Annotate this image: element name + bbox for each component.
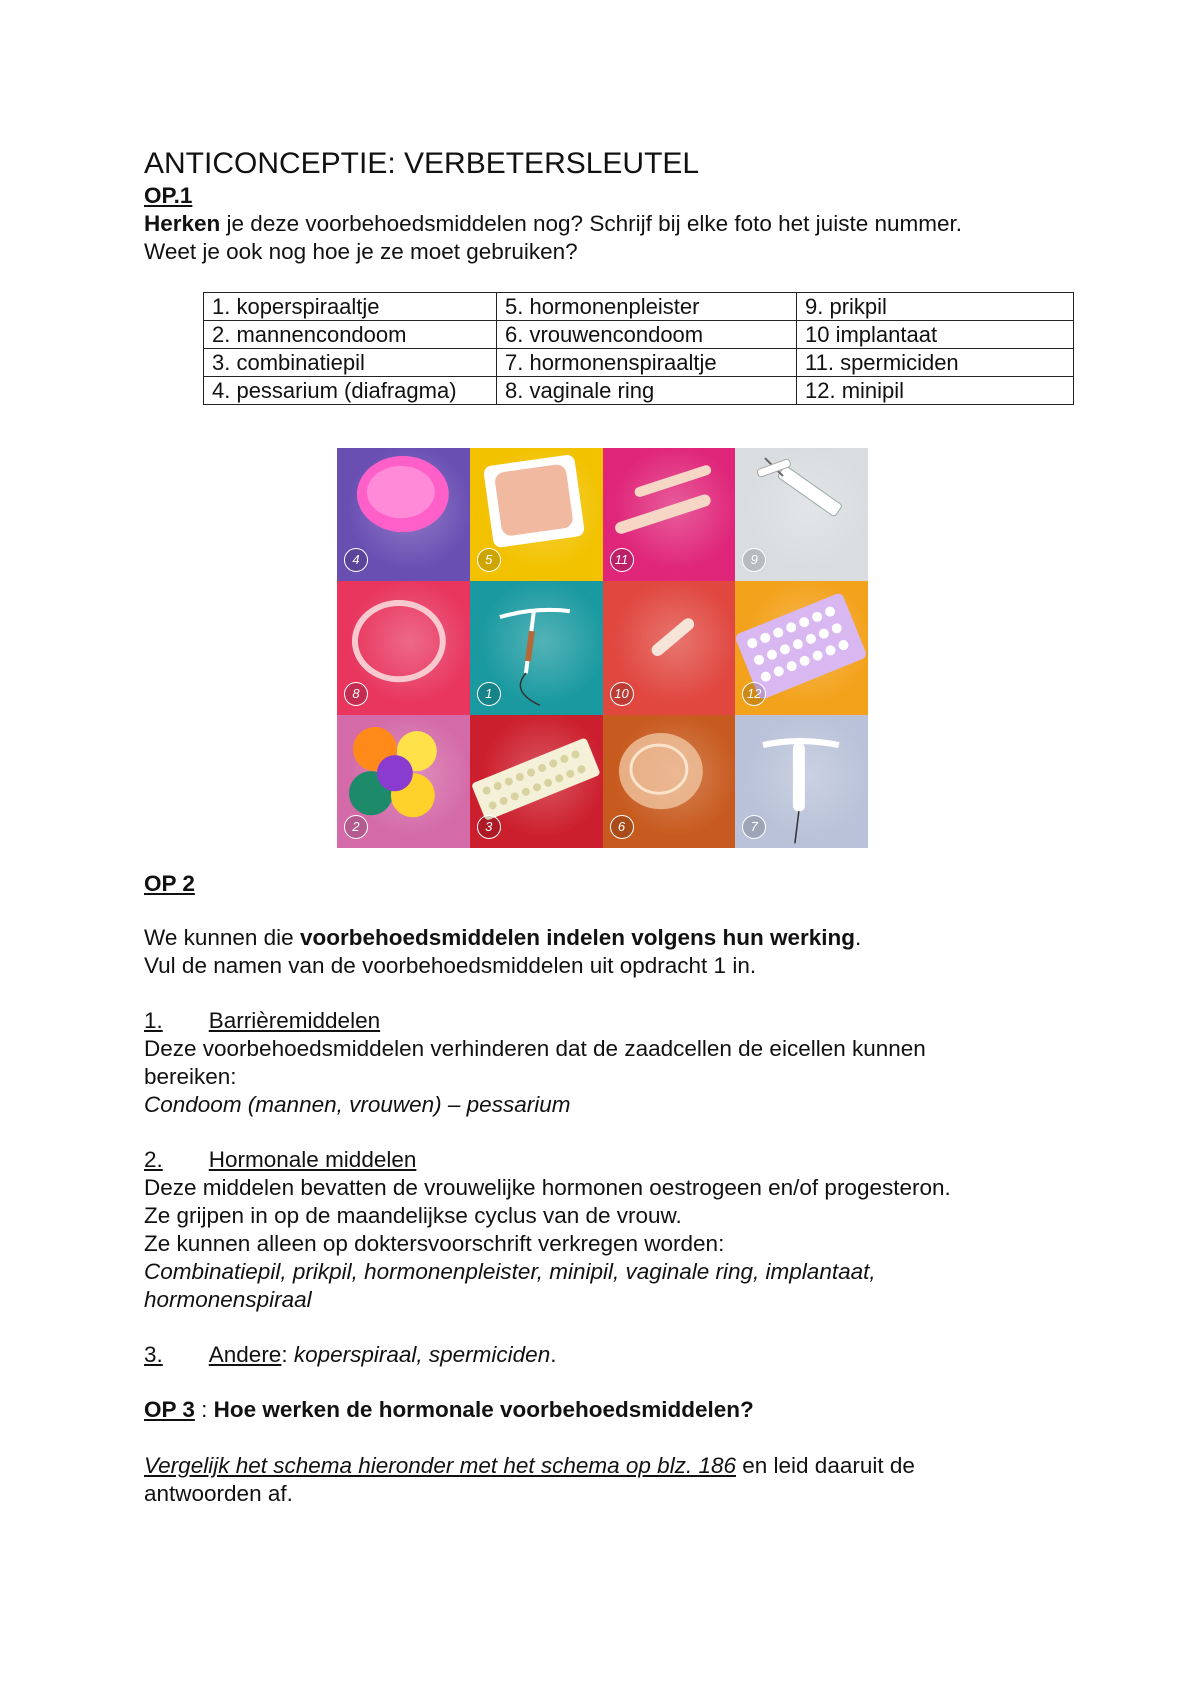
section3-period: . [550,1342,557,1367]
op3-instruction-line2: antwoorden af. [144,1481,293,1506]
photo-number-badge: 5 [477,548,501,572]
key-table-cell: 6. vrouwencondoom [497,321,797,349]
photo-number-badge: 12 [742,682,766,706]
section1-desc2: bereiken: [144,1064,237,1089]
section2-desc3: Ze kunnen alleen op doktersvoorschrift verkregen worden: [144,1231,725,1256]
photo-tile [470,581,603,714]
photo-tile [337,448,470,581]
photo-number-badge: 4 [344,548,368,572]
section3-number: 3. [144,1342,163,1367]
photo-tile [470,448,603,581]
section2-number: 2. [144,1147,163,1172]
key-table-cell: 8. vaginale ring [497,377,797,405]
photo-tile [735,715,868,848]
photo-number-badge: 7 [742,815,766,839]
photo-number-badge: 8 [344,682,368,706]
op3-heading: OP 3 [144,1397,195,1422]
op1-instruction-bold: Herken [144,211,221,236]
section1-number: 1. [144,1008,163,1033]
section2-title: Hormonale middelen [208,1147,417,1172]
photo-tile [337,581,470,714]
key-table-row [204,349,1074,377]
op2-heading: OP 2 [144,871,195,896]
op3-heading-line [144,1396,754,1424]
op3-instruction-link[interactable]: Vergelijk het schema hieronder met het schema op blz. 186 [144,1453,736,1478]
op3-separator: : [194,1397,214,1422]
contraceptive-key-table [203,292,1074,405]
section1-title: Barrièremiddelen [208,1008,381,1033]
key-table-cell: 11. spermiciden [797,349,1074,377]
section3-title: Andere [208,1342,282,1367]
op1-heading: OP.1 [144,183,193,208]
photo-tile [603,581,736,714]
op3-instruction-line1 [144,1452,915,1480]
op2-instruction: Vul de namen van de voorbehoedsmiddelen uit opdracht 1 in. [144,953,757,978]
section2-answer2: hormonenspiraal [144,1287,312,1312]
contraceptive-photo-grid [337,448,868,848]
key-table-cell: 3. combinatiepil [204,349,497,377]
section2-answer1: Combinatiepil, prikpil, hormonenpleister, minipil, vaginale ring, implantaat, [144,1259,876,1284]
op2-intro [144,924,861,952]
section3-line [144,1341,556,1369]
photo-number-badge: 2 [344,815,368,839]
op3-instruction-rest: en leid daaruit de [736,1453,915,1478]
key-table-cell: 10 implantaat [797,321,1074,349]
key-table-cell: 12. minipil [797,377,1074,405]
section2-desc2: Ze grijpen in op de maandelijkse cyclus van de vrouw. [144,1203,682,1228]
op2-intro-pre: We kunnen die [144,925,300,950]
section3-heading [144,1342,281,1367]
photo-number-badge: 10 [610,682,634,706]
photo-number-badge: 9 [742,548,766,572]
op1-instruction-rest: je deze voorbehoedsmiddelen nog? Schrijf bij elke foto het juiste nummer. [220,211,962,236]
key-table-cell: 5. hormonenpleister [497,293,797,321]
op3-question: Hoe werken de hormonale voorbehoedsmiddelen? [213,1397,754,1422]
op2-intro-bold: voorbehoedsmiddelen indelen volgens hun werking [299,925,856,950]
op2-intro-post: . [855,925,862,950]
key-table-row [204,321,1074,349]
photo-tile [337,715,470,848]
section3-colon: : [281,1342,294,1367]
key-table-cell: 1. koperspiraaltje [204,293,497,321]
photo-tile [603,715,736,848]
op1-instruction-line2: Weet je ook nog hoe je ze moet gebruiken? [144,239,578,264]
key-table-cell: 9. prikpil [797,293,1074,321]
key-table-cell: 4. pessarium (diafragma) [204,377,497,405]
section2-desc1: Deze middelen bevatten de vrouwelijke hormonen oestrogeen en/of progesteron. [144,1175,951,1200]
photo-tile [603,448,736,581]
section1-heading [144,1007,380,1035]
op1-instruction-line1 [144,210,962,238]
page-title: ANTICONCEPTIE: VERBETERSLEUTEL [144,147,700,180]
key-table-cell: 7. hormonenspiraaltje [497,349,797,377]
key-table-row [204,377,1074,405]
photo-tile [470,715,603,848]
section2-heading [144,1146,416,1174]
section1-answer: Condoom (mannen, vrouwen) – pessarium [144,1092,571,1117]
photo-number-badge: 1 [477,682,501,706]
section3-answer: koperspiraal, spermiciden [293,1342,551,1367]
key-table-cell: 2. mannencondoom [204,321,497,349]
photo-tile [735,581,868,714]
photo-number-badge: 6 [610,815,634,839]
key-table-row [204,293,1074,321]
photo-number-badge: 3 [477,815,501,839]
section1-desc1: Deze voorbehoedsmiddelen verhinderen dat de zaadcellen de eicellen kunnen [144,1036,926,1061]
photo-tile [735,448,868,581]
photo-number-badge: 11 [610,548,634,572]
